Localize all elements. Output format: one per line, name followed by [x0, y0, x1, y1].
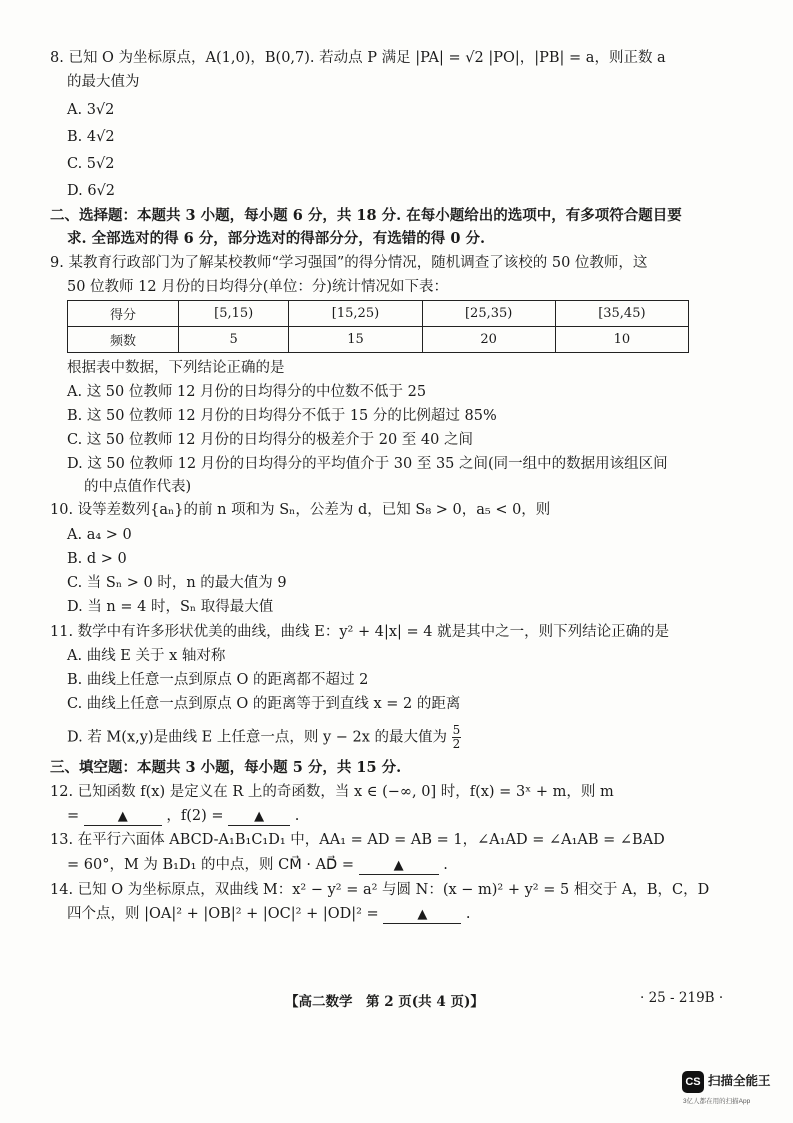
table-header-cell: 得分	[68, 301, 179, 327]
q11-option-d	[67, 724, 461, 751]
triangle-marker-icon: ▲	[417, 907, 428, 922]
q11-option-c: C. 曲线上任意一点到原点 O 的距离等于到直线 x = 2 的距离	[67, 696, 461, 712]
table-cell: [25,35)	[422, 301, 555, 327]
q9-option-d-line1: D. 这 50 位教师 12 月份的日均得分的平均值介于 30 至 35 之间(同一组中的数据用该组区间	[67, 456, 668, 472]
table-cell: 15	[289, 327, 422, 353]
q14-line1: 14. 已知 O 为坐标原点，双曲线 M：x² − y² = a² 与圆 N：(x − m)² + y² = 5 相交于 A，B，C，D	[50, 882, 710, 898]
q14-period: .	[465, 906, 471, 922]
q9-stem-line2: 50 位教师 12 月份的日均得分(单位：分)统计情况如下表：	[67, 279, 449, 295]
answer-blank-sum-squares[interactable]	[383, 906, 461, 924]
triangle-marker-icon: ▲	[254, 809, 265, 824]
table-row	[68, 301, 689, 327]
q13-line1: 13. 在平行六面体 ABCD-A₁B₁C₁D₁ 中，AA₁ = AD = AB = 1，∠A₁AD = ∠A₁AB = ∠BAD	[50, 832, 665, 848]
q10-option-c: C. 当 Sₙ > 0 时，n 的最大值为 9	[67, 575, 287, 591]
q11-option-d-text: D. 若 M(x,y)是曲线 E 上任意一点，则 y − 2x 的最大值为	[67, 729, 448, 746]
camscanner-tagline: 3亿人都在用的扫描App	[683, 1098, 751, 1105]
table-cell: 20	[422, 327, 555, 353]
q12-equals: =	[67, 808, 80, 824]
exam-code: · 25 - 219B ·	[640, 990, 724, 1006]
q12-line2	[67, 806, 299, 826]
q12-period: .	[294, 808, 300, 824]
score-frequency-table	[67, 300, 689, 353]
triangle-marker-icon: ▲	[117, 809, 128, 824]
q11-option-b: B. 曲线上任意一点到原点 O 的距离都不超过 2	[67, 672, 369, 688]
table-row	[68, 327, 689, 353]
q13-line2	[67, 855, 448, 875]
q9-stem-line1: 9. 某教育行政部门为了解某校教师“学习强国”的得分情况，随机调查了该校的 50 位教师，这	[50, 255, 648, 271]
q8-option-b: B. 4√2	[67, 129, 115, 145]
q8-option-d: D. 6√2	[67, 183, 116, 199]
answer-blank-f2[interactable]	[228, 808, 290, 826]
answer-blank-dot-product[interactable]	[359, 857, 439, 875]
q8-stem-line2: 的最大值为	[67, 74, 140, 90]
fraction-numerator: 5	[452, 723, 461, 737]
table-cell: 10	[555, 327, 688, 353]
q11-stem: 11. 数学中有许多形状优美的曲线，曲线 E：y² + 4|x| = 4 就是其中之一，则下列结论正确的是	[50, 624, 670, 640]
answer-blank-m[interactable]	[84, 808, 162, 826]
q8-stem-line1: 8. 已知 O 为坐标原点，A(1,0)，B(0,7). 若动点 P 满足 |PA| = √2 |PO|，|PB| = a，则正数 a	[50, 50, 666, 66]
fraction-denominator: 2	[452, 737, 461, 751]
table-cell: [5,15)	[179, 301, 289, 327]
section2-header-line2: 求. 全部选对的得 6 分，部分选对的得部分分，有选错的得 0 分.	[67, 230, 486, 247]
table-cell: [15,25)	[289, 301, 422, 327]
section2-header-line1: 二、选择题：本题共 3 小题，每小题 6 分，共 18 分. 在每小题给出的选项中，有多项符合题目要	[50, 207, 682, 224]
section3-header: 三、填空题：本题共 3 小题，每小题 5 分，共 15 分.	[50, 759, 402, 776]
q11-option-a: A. 曲线 E 关于 x 轴对称	[67, 648, 226, 664]
table-cell: 5	[179, 327, 289, 353]
q9-option-c: C. 这 50 位教师 12 月份的日均得分的极差介于 20 至 40 之间	[67, 432, 473, 448]
camscanner-name: 扫描全能王	[708, 1074, 771, 1088]
q12-line1: 12. 已知函数 f(x) 是定义在 R 上的奇函数，当 x ∈ (−∞, 0] 时，f(x) = 3ˣ + m，则 m	[50, 784, 614, 800]
q14-text: 四个点，则 |OA|² + |OB|² + |OC|² + |OD|² =	[67, 906, 379, 922]
page-footer: 【高二数学 第 2 页(共 4 页)】	[285, 994, 484, 1010]
q12-f2-label: ，f(2) =	[166, 808, 224, 824]
q10-option-b: B. d > 0	[67, 551, 127, 567]
table-header-cell: 频数	[68, 327, 179, 353]
q8-option-a: A. 3√2	[67, 102, 115, 118]
q9-option-a: A. 这 50 位教师 12 月份的日均得分的中位数不低于 25	[67, 384, 427, 400]
q9-lead: 根据表中数据，下列结论正确的是	[67, 360, 285, 376]
camscanner-logo-icon: CS	[682, 1071, 704, 1093]
q13-period: .	[443, 857, 448, 873]
q8-option-c: C. 5√2	[67, 156, 115, 172]
q9-option-d-line2: 的中点值作代表)	[84, 479, 192, 495]
q14-line2	[67, 904, 471, 924]
q10-option-d: D. 当 n = 4 时，Sₙ 取得最大值	[67, 599, 274, 615]
q13-text: = 60°，M 为 B₁D₁ 的中点，则 CM⃗ · AD⃗ =	[67, 857, 354, 873]
q10-stem: 10. 设等差数列{aₙ}的前 n 项和为 Sₙ，公差为 d，已知 S₈ > 0，a₅ < 0，则	[50, 502, 551, 518]
table-cell: [35,45)	[555, 301, 688, 327]
fraction	[452, 724, 462, 751]
q9-option-b: B. 这 50 位教师 12 月份的日均得分不低于 15 分的比例超过 85%	[67, 408, 497, 424]
q10-option-a: A. a₄ > 0	[67, 527, 132, 543]
triangle-marker-icon: ▲	[393, 858, 404, 873]
